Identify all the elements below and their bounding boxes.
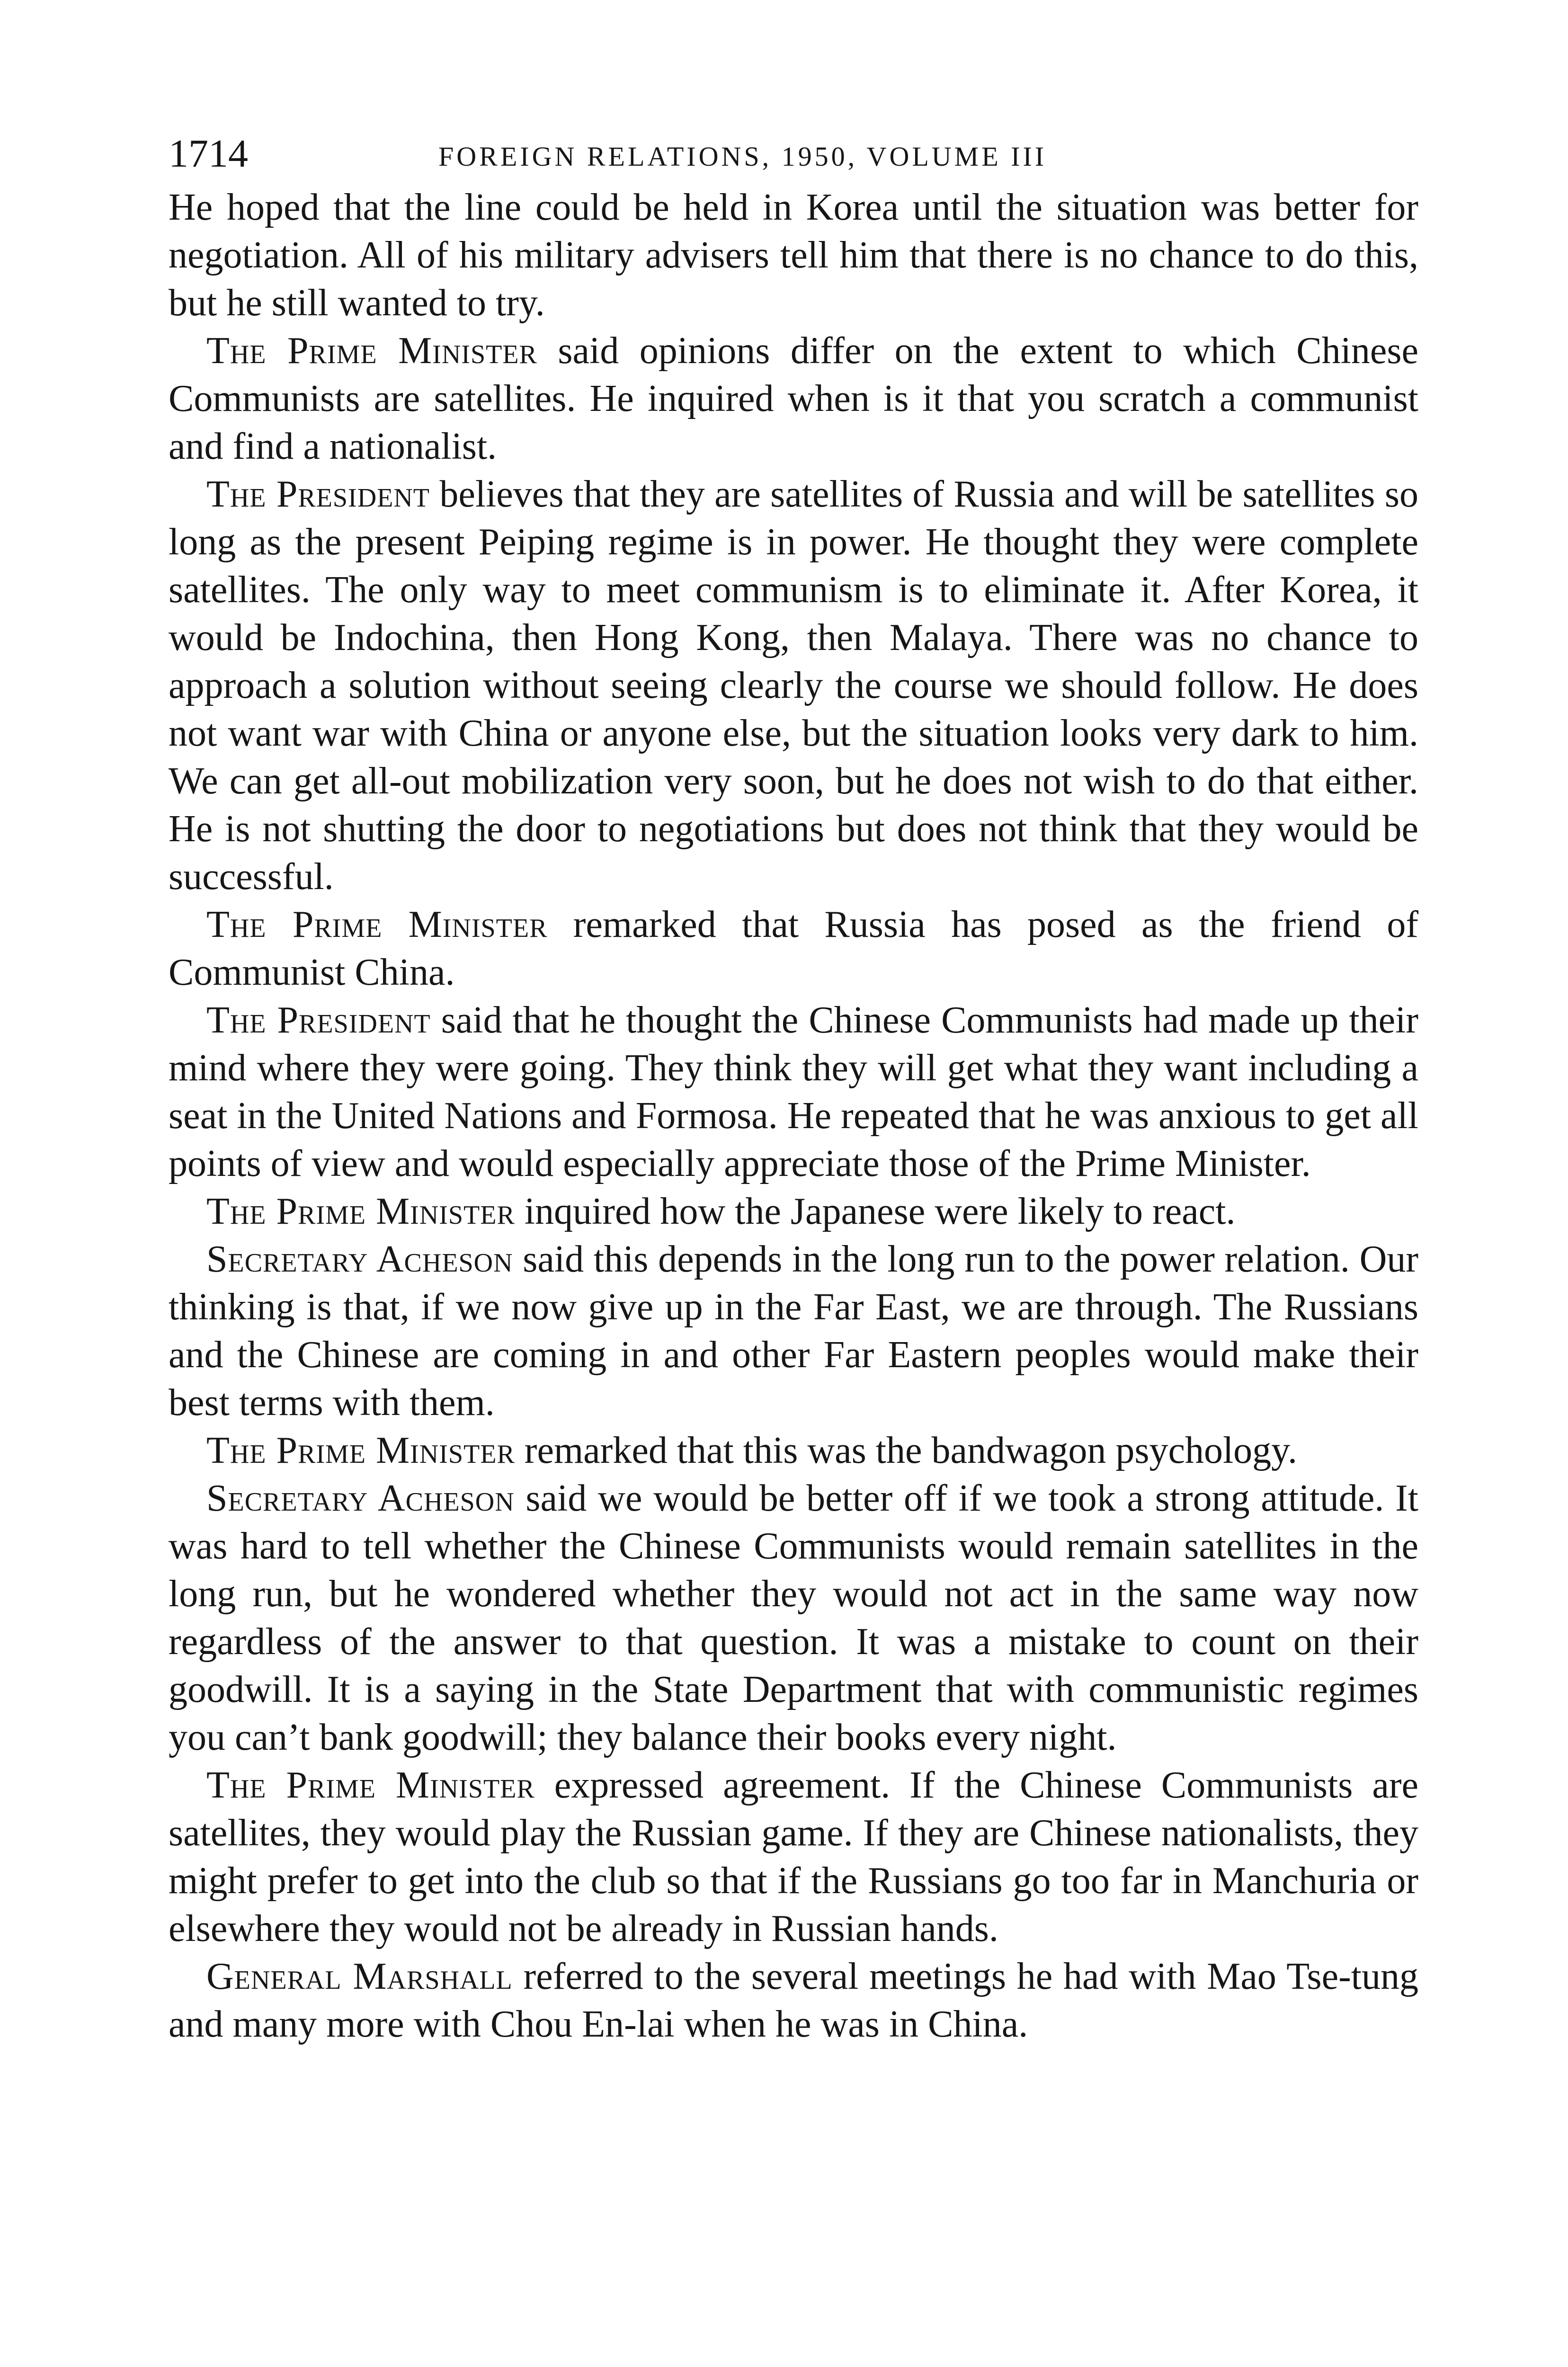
body-text: [169, 184, 1418, 2048]
paragraph-2: [169, 327, 1418, 471]
speaker-name: The Prime Minister: [206, 1191, 515, 1232]
running-head: [169, 128, 1418, 180]
paragraph-11: [169, 1953, 1418, 2048]
paragraph-text: inquired how the Japanese were likely to react.: [515, 1191, 1236, 1232]
paragraph-text: said that he thought the Chinese Communists had made up their mind where they were going. They think they will get what they want including a seat in the United Nations and Formosa. He repeated that he was anxious to get all points of view and would especially appreciate those of the Prime Minister.: [169, 999, 1419, 1184]
paragraph-10: [169, 1762, 1418, 1953]
paragraph-7: [169, 1236, 1418, 1427]
speaker-name: Secretary Acheson: [206, 1238, 513, 1280]
speaker-name: The President: [206, 473, 430, 515]
paragraph-4: [169, 901, 1418, 997]
paragraph-text: said we would be better off if we took a strong attitude. It was hard to tell whether the Chinese Communists would remain satellites in the long run, but he wondered whether they would not act in the same way now regardless of the answer to that question. It was a mistake to count on their goodwill. It is a saying in the State Department that with communistic regimes you can’t bank goodwill; they balance their books every night.: [169, 1477, 1418, 1758]
paragraph-3: [169, 471, 1418, 901]
speaker-name: The Prime Minister: [206, 330, 537, 372]
paragraph-6: [169, 1188, 1418, 1236]
document-page: [169, 128, 1418, 2367]
speaker-name: The Prime Minister: [206, 904, 548, 945]
paragraph-text: said opinions differ on the extent to which Chinese Communists are satellites. He inquired when is it that you scratch a communist and find a nationalist.: [169, 330, 1418, 467]
paragraph-text: believes that they are satellites of Russia and will be satellites so long as the present Peiping regime is in power. He thought they were complete satellites. The only way to meet communism is to eliminate it. After Korea, it would be Indochina, then Hong Kong, then Malaya. There was no chance to approach a solution without seeing clearly the course we should follow. He does not want war with China or anyone else, but the situation looks very dark to him. We can get all-out mobilization very soon, but he does not wish to do that either. He is not shutting the door to negotiations but does not think that they would be successful.: [169, 473, 1419, 898]
paragraph-9: [169, 1475, 1418, 1762]
paragraph-text: expressed agreement. If the Chinese Communists are satellites, they would play the Russian game. If they are Chinese nationalists, they might prefer to get into the club so that if the Russians go too far in Manchuria or elsewhere they would not be already in Russian hands.: [169, 1764, 1418, 1949]
paragraph-text: said this depends in the long run to the power relation. Our thinking is that, if we now give up in the Far East, we are through. The Russians and the Chinese are coming in and other Far Eastern peoples would make their best terms with them.: [169, 1238, 1418, 1424]
speaker-name: The Prime Minister: [206, 1430, 515, 1471]
paragraph-1: [169, 184, 1418, 327]
paragraph-text: He hoped that the line could be held in Korea until the situation was better for negotiation. All of his military advisers tell him that there is no chance to do this, but he still wanted to try.: [169, 187, 1418, 324]
paragraph-text: remarked that Russia has posed as the friend of Communist China.: [169, 904, 1418, 993]
speaker-name: The President: [206, 999, 431, 1041]
paragraph-8: [169, 1427, 1418, 1475]
running-title: FOREIGN RELATIONS, 1950, VOLUME III: [438, 141, 1047, 172]
page-number: 1714: [169, 132, 248, 176]
speaker-name: The Prime Minister: [206, 1764, 535, 1806]
paragraph-5: [169, 997, 1418, 1188]
paragraph-text: referred to the several meetings he had with Mao Tse-tung and many more with Chou En-lai when he was in China.: [169, 1956, 1419, 2045]
speaker-name: General Marshall: [206, 1956, 513, 1997]
speaker-name: Secretary Acheson: [206, 1477, 515, 1519]
paragraph-text: remarked that this was the bandwagon psychology.: [515, 1430, 1297, 1471]
